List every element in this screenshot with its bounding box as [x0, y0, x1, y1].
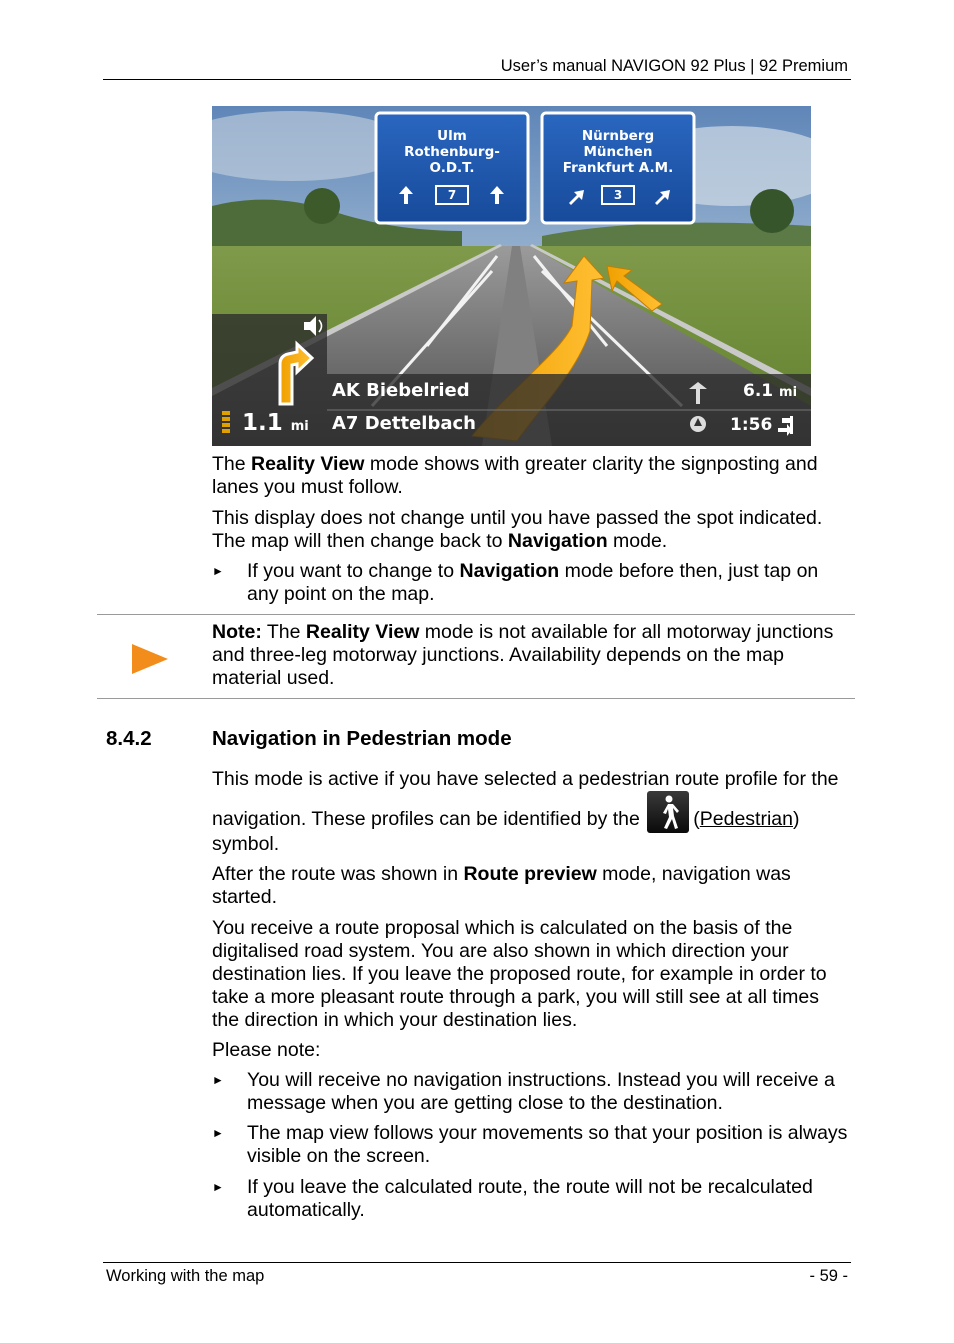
pedestrian-link[interactable]: Pedestrian	[699, 808, 793, 830]
next-street-name: AK Biebelried	[332, 380, 470, 401]
sign-left-destinations	[376, 128, 528, 176]
section-number: 8.4.2	[106, 727, 152, 750]
paragraph-route-proposal: You receive a route proposal which is calculated on the basis of the digitalised road system. You are also shown in which direction your destination lies. If you leave the proposed route, for example in order to take a more pleasant route through a park, you will still see at all times the direction in which your destination lies.	[212, 917, 827, 1031]
current-street-name: A7 Dettelbach	[332, 413, 476, 434]
sign-left-line-2: Rothenburg-	[404, 144, 500, 160]
sign-right-line-3: Frankfurt A.M.	[562, 160, 674, 176]
paragraph-pedestrian-profile: This mode is active if you have selected a pedestrian route profile for the navigation. These profiles can be identified by the (Pedestrian) symbol.	[212, 768, 839, 855]
note-top-rule	[97, 614, 855, 615]
sign-right-line-1: Nürnberg	[581, 128, 655, 144]
bullet-marker: ►	[212, 564, 224, 578]
sign-right-line-2: München	[583, 144, 653, 160]
pedestrian-icon	[647, 791, 689, 833]
bullet-no-instructions: ► You will receive no navigation instructions. Instead you will receive a message when you are getting close to the destination.	[212, 1069, 835, 1114]
header-rule	[103, 79, 851, 80]
remaining-time: 1:56	[730, 415, 773, 435]
page-header: User’s manual NAVIGON 92 Plus | 92 Premium	[500, 57, 848, 75]
bullet-marker: ►	[212, 1126, 224, 1140]
clock-icon	[690, 416, 706, 432]
paragraph-reality-view: The Reality View mode shows with greater clarity the signposting and lanes you must follow.	[212, 453, 818, 498]
paragraph-display-unchanged: This display does not change until you have passed the spot indicated. The map will then change back to Navigation mode.	[212, 507, 823, 552]
remaining-distance: 6.1 mi	[743, 381, 798, 401]
maneuver-distance: 1.1 mi	[242, 410, 309, 436]
sign-right-exit-number: 3	[613, 188, 623, 202]
bullet-no-recalculation: ► If you leave the calculated route, the route will not be recalculated automatically.	[212, 1176, 813, 1221]
bullet-marker: ►	[212, 1073, 224, 1087]
sign-left-line-3: O.D.T.	[429, 160, 475, 176]
note-bottom-rule	[97, 698, 855, 699]
reality-view-screenshot	[212, 106, 811, 446]
note-text: Note: The Reality View mode is not available for all motorway junctions and three-leg motorway junctions. Availability depends on the map material used.	[212, 621, 834, 689]
sign-left-line-1: Ulm	[437, 128, 467, 144]
footer-section-name: Working with the map	[106, 1267, 265, 1285]
page-number: - 59 -	[809, 1267, 848, 1285]
section-title: Navigation in Pedestrian mode	[212, 727, 512, 750]
paragraph-please-note: Please note:	[212, 1039, 321, 1061]
bullet-map-follows: ► The map view follows your movements so that your position is always visible on the screen.	[212, 1122, 848, 1167]
note-arrow-icon	[132, 644, 168, 674]
footer-rule	[103, 1262, 851, 1263]
sign-right-destinations	[542, 128, 694, 176]
sign-left-exit-number: 7	[447, 188, 457, 202]
paragraph-route-preview: After the route was shown in Route preview mode, navigation was started.	[212, 863, 791, 908]
bullet-change-mode: ► If you want to change to Navigation mode before then, just tap on any point on the map.	[212, 560, 819, 605]
bullet-marker: ►	[212, 1180, 224, 1194]
